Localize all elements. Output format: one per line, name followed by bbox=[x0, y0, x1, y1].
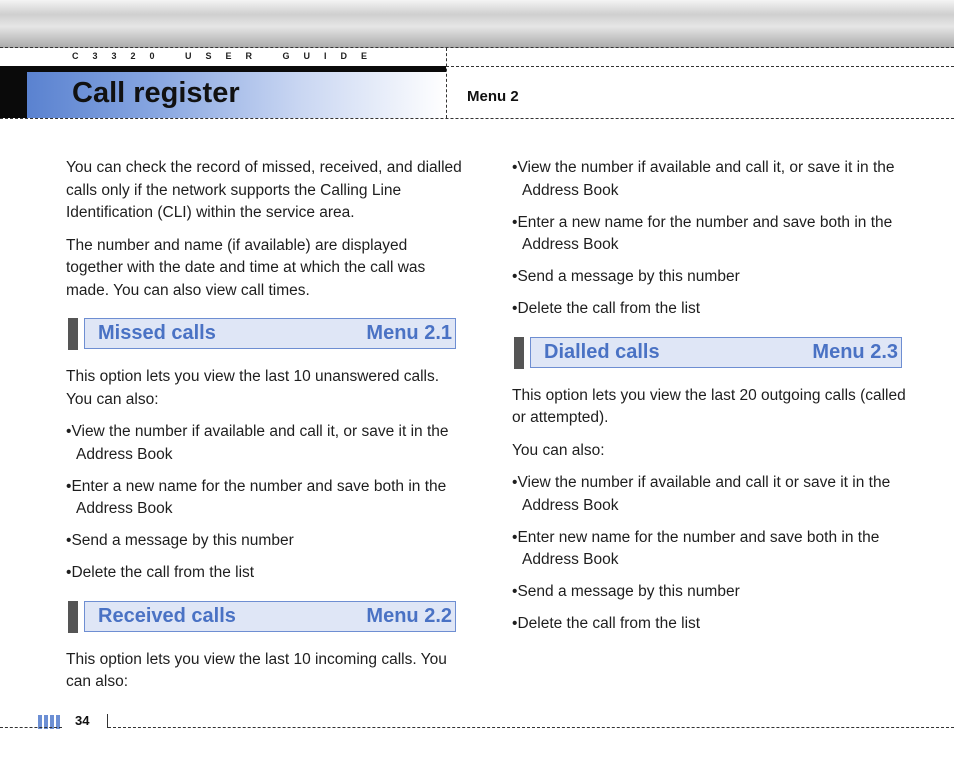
list-item: • Enter a new name for the number and save both in the Address Book bbox=[66, 476, 466, 521]
dialled-calls-title: Dialled calls bbox=[544, 340, 660, 363]
list-item: • Send a message by this number bbox=[512, 581, 912, 604]
list-item: • Delete the call from the list bbox=[512, 298, 912, 321]
heading-marker bbox=[68, 318, 78, 350]
list-item: • Enter new name for the number and save both in the Address Book bbox=[512, 527, 912, 572]
list-item: • Delete the call from the list bbox=[512, 613, 912, 636]
missed-calls-options bbox=[66, 421, 466, 585]
received-calls-options bbox=[512, 157, 912, 321]
section-paragraph: This option lets you view the last 10 unanswered calls. You can also: bbox=[66, 368, 440, 408]
missed-calls-menu-number: Menu 2.1 bbox=[366, 322, 452, 344]
missed-calls-title: Missed calls bbox=[98, 322, 216, 344]
footer-divider-left bbox=[0, 727, 62, 728]
menu-label: Menu 2 bbox=[467, 88, 519, 105]
header-bottom-divider bbox=[0, 118, 954, 119]
list-item: • View the number if available and call it, or save it in the Address Book bbox=[512, 157, 912, 202]
header-mid-divider bbox=[446, 66, 954, 67]
right-column bbox=[512, 157, 912, 645]
intro-paragraph: The number and name (if available) are displayed together with the date and time at which the call was made. You can also view call times. bbox=[66, 236, 426, 299]
footer-tick bbox=[107, 714, 108, 728]
list-item: • View the number if available and call it or save it in the Address Book bbox=[512, 472, 912, 517]
list-item: • Delete the call from the list bbox=[66, 562, 466, 585]
title-black-block bbox=[0, 66, 27, 118]
header-vertical-divider bbox=[446, 48, 447, 118]
page-number: 34 bbox=[75, 713, 90, 728]
list-item: • Send a message by this number bbox=[66, 530, 466, 553]
dialled-calls-heading bbox=[514, 337, 902, 369]
section-paragraph: You can also: bbox=[512, 441, 605, 459]
list-item: • Send a message by this number bbox=[512, 266, 912, 289]
left-column bbox=[66, 157, 466, 704]
page-title: Call register bbox=[72, 77, 240, 109]
section-paragraph: This option lets you view the last 10 incoming calls. You can also: bbox=[66, 650, 447, 690]
list-item: • Enter a new name for the number and save both in the Address Book bbox=[512, 212, 912, 257]
header-top-divider bbox=[0, 47, 954, 48]
footer-divider-right bbox=[108, 727, 954, 728]
header-decorative-band bbox=[0, 0, 954, 48]
section-paragraph: This option lets you view the last 20 outgoing calls (called or attempted). bbox=[512, 386, 906, 426]
guide-label: C3320 USER GUIDE bbox=[72, 51, 382, 61]
received-calls-heading bbox=[68, 601, 456, 633]
received-calls-menu-number: Menu 2.2 bbox=[366, 604, 452, 627]
dialled-calls-menu-number: Menu 2.3 bbox=[812, 340, 898, 363]
missed-calls-heading bbox=[68, 318, 456, 350]
received-calls-title: Received calls bbox=[98, 604, 236, 627]
list-item: • View the number if available and call it, or save it in the Address Book bbox=[66, 421, 466, 466]
heading-marker bbox=[68, 601, 78, 633]
heading-marker bbox=[514, 337, 524, 369]
intro-paragraph: You can check the record of missed, received, and dialled calls only if the network supports the Calling Line Identification (CLI) within the service area. bbox=[66, 159, 462, 221]
dialled-calls-options bbox=[512, 472, 912, 636]
